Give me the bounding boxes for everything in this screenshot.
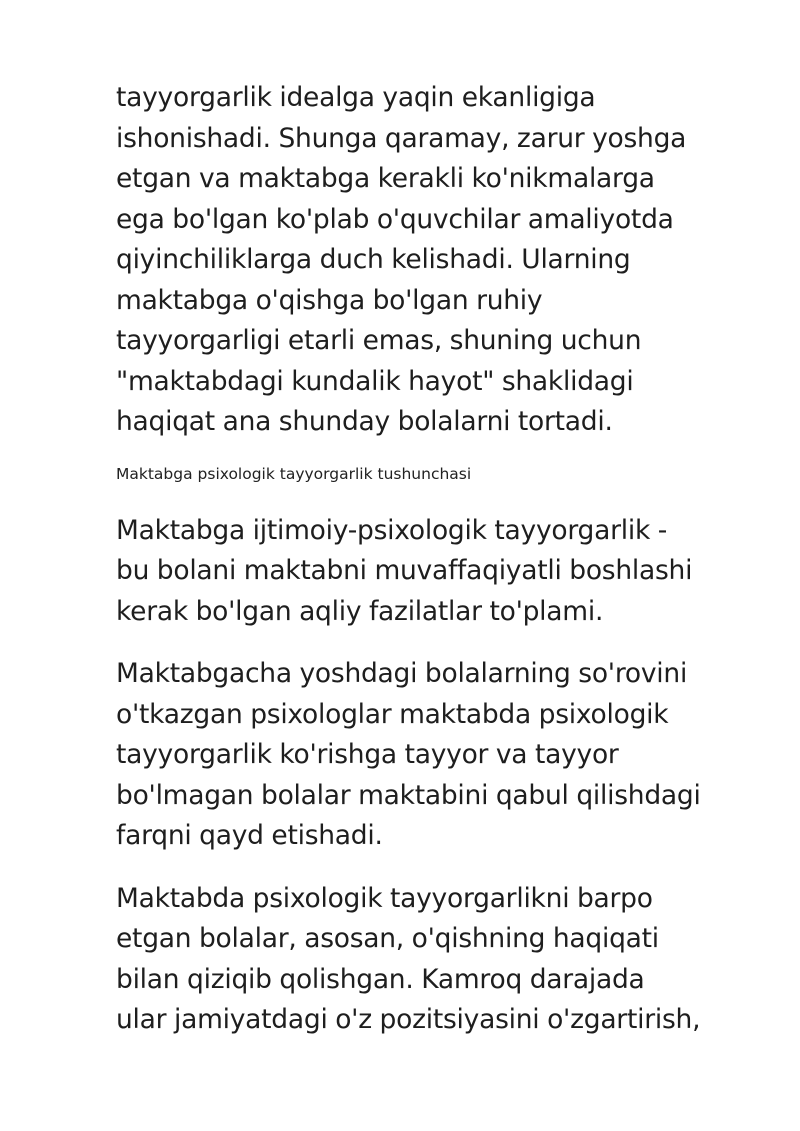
paragraph-psychologists-survey: Maktabgacha yoshdagi bolalarning so'rovini o'tkazgan psixologlar maktabda psixologik tayyorgarlik ko'rishga tayyor va tayyor bo'lmagan bolalar maktabini qabul qilishdagi farqni qayd etishadi. — [116, 658, 701, 851]
paragraph-definition: Maktabga ijtimoiy-psixologik tayyorgarlik - bu bolani maktabni muvaffaqiyatli boshlashi kerak bo'lgan aqliy fazilatlar to'plami. — [116, 514, 693, 627]
document-page — [116, 78, 766, 1041]
paragraph-ready-children: Maktabda psixologik tayyorgarlikni barpo etgan bolalar, asosan, o'qishning haqiqati bilan qiziqib qolishgan. Kamroq darajada ular jamiyatdagi o'z pozitsiyasini o'zgartirish, — [116, 882, 701, 1035]
paragraph-readiness-intro: tayyorgarlik idealga yaqin ekanligiga ishonishadi. Shunga qaramay, zarur yoshga etgan va maktabga kerakli ko'nikmalarga ega bo'lgan ko'plab o'quvchilar amaliyotda qiyinchiliklarga duch kelishadi. Ularning maktabga o'qishga bo'lgan ruhiy tayyorgarligi etarli emas, shuning uchun "maktabdagi kundalik hayot" shaklidagi haqiqat ana shunday bolalarni tortadi. — [116, 82, 687, 437]
image-caption: Maktabga psixologik tayyorgarlik tushunchasi — [116, 464, 472, 483]
